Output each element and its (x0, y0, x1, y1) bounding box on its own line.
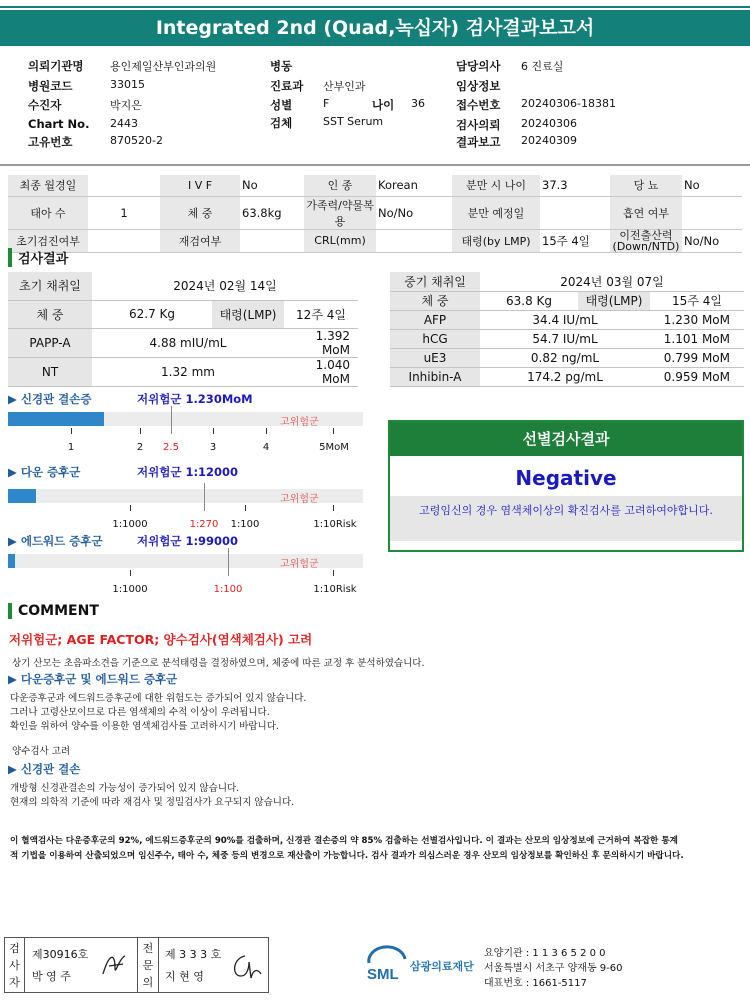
specialist-name: 지 현 영 (165, 970, 204, 983)
first-ga: 12주 4일 (284, 300, 358, 328)
marker-value: 34.4 IU/mL (480, 310, 650, 329)
second-ga-label: 태령(LMP) (578, 291, 650, 310)
tick (228, 548, 229, 576)
marker-name: PAPP-A (8, 328, 92, 357)
tick-label: 5MoM (319, 442, 349, 453)
cell-value: 63.8kg (240, 196, 304, 229)
tick (213, 428, 214, 434)
label-doctor: 담당의사 (456, 59, 501, 73)
first-trimester-table (8, 272, 358, 387)
table-row (390, 367, 744, 386)
marker-mom: 1.040 MoM (284, 357, 358, 386)
value-chart-no: 2443 (110, 117, 138, 130)
cell-label: 가족력/약물복용 (304, 196, 376, 229)
first-weight-label: 체 중 (8, 300, 92, 328)
label-age: 나이 (372, 98, 395, 112)
specialist-label: 전문의 (137, 938, 159, 992)
second-weight: 63.8 Kg (480, 291, 578, 310)
label-clinical-info: 임상정보 (456, 79, 501, 93)
second-weight-label: 체 중 (390, 291, 480, 310)
cell-label: 이전출산력 (Down/NTD) (610, 229, 682, 252)
marker-mom: 0.799 MoM (650, 348, 744, 367)
cell-value: 37.3 (540, 175, 610, 196)
cell-value (376, 229, 452, 252)
edwards-risk-bar-fill (8, 554, 15, 568)
org-agency: 요양기관 : 1 1 3 6 5 2 0 0 (484, 948, 606, 959)
footer-note-line: 이 혈액검사는 다운증후군의 92%, 에드워드증후군의 90%를 검출하며, 신경관 결손증의 약 85% 검출하는 선별검사입니다. 이 결과는 산모의 임상정보에 근거하여 복잡한 통계 (10, 836, 678, 846)
cell-value: No (682, 175, 742, 196)
screening-result-box (388, 420, 744, 552)
second-trimester-table (390, 272, 744, 387)
org-address: 서울특별시 서초구 양재동 9-60 (484, 963, 623, 974)
marker-value: 0.82 ng/mL (480, 348, 650, 367)
table-row (8, 300, 358, 328)
cell-label: 태령(by LMP) (452, 229, 540, 252)
label-hospital-code: 병원코드 (28, 79, 73, 93)
inspector-name: 박 영 주 (32, 970, 71, 983)
second-date: 2024년 03월 07일 (480, 272, 744, 291)
value-request-date: 20240306 (521, 117, 577, 130)
tick-label: 1 (67, 442, 75, 453)
org-name: 삼광의료재단 (410, 960, 474, 973)
cell-label: I V F (160, 175, 240, 196)
ntd-risk-value: 저위험군 1.230MoM (137, 392, 253, 406)
label-specimen: 검체 (270, 116, 293, 130)
comment-subtitle-ntd: ▶ 신경관 결손 (8, 762, 81, 776)
cell-label: 태아 수 (8, 196, 88, 229)
tick (245, 505, 246, 511)
marker-mom: 1.101 MoM (650, 329, 744, 348)
cell-label: 최종 월경일 (8, 175, 88, 196)
edwards-risk-value: 저위험군 1:99000 (137, 534, 239, 548)
table-row (8, 196, 742, 229)
value-unique-no: 870520-2 (110, 134, 163, 147)
cell-value (682, 196, 742, 229)
marker-name: AFP (390, 310, 480, 329)
ntd-risk-label: ▶ 신경관 결손증 (8, 392, 92, 406)
tick (333, 505, 334, 511)
table-row (8, 175, 742, 196)
value-specimen: SST Serum (323, 115, 384, 128)
inspector-label: 검사자 (5, 938, 25, 992)
tick-label: 1:100 (230, 519, 260, 530)
marker-name: Inhibin-A (390, 367, 480, 386)
table-row (390, 348, 744, 367)
comment-line: 현재의 의학적 기준에 따라 재검사 및 정밀검사가 요구되지 않습니다. (10, 797, 295, 808)
tick (171, 406, 172, 434)
cell-label: 인 종 (304, 175, 376, 196)
tick (266, 428, 267, 434)
tick-label: 3 (209, 442, 217, 453)
header-divider (0, 164, 750, 166)
label-institution: 의뢰기관명 (28, 59, 84, 73)
table-row (390, 272, 744, 291)
second-date-label: 중기 채취일 (390, 272, 480, 291)
first-date-label: 초기 채취일 (8, 272, 92, 300)
cell-value: Korean (376, 175, 452, 196)
marker-value: 1.32 mm (92, 357, 284, 386)
specialist-signature (227, 948, 265, 982)
value-hospital-code: 33015 (110, 78, 145, 91)
logo-text: SML (367, 966, 399, 983)
down-high-risk-label: 고위험군 (280, 494, 319, 505)
specialist-number: 제 3 3 3 호 (165, 948, 222, 961)
ntd-risk-bar-fill (8, 412, 104, 426)
value-department: 산부인과 (323, 80, 366, 93)
cell-value: 1 (88, 196, 160, 229)
screening-note: 고령임신의 경우 염색체이상의 확진검사를 고려하여야합니다. (390, 496, 742, 541)
comment-subtitle-down: ▶ 다운증후군 및 에드워드 증후군 (8, 672, 178, 686)
cell-value: No/No (682, 229, 742, 252)
label-ward: 병동 (270, 59, 293, 73)
cell-label: 흡연 여부 (610, 196, 682, 229)
inspector-number: 제30916호 (32, 948, 89, 961)
title-top-line (0, 6, 750, 8)
comment-line: 다운증후군과 에드워드증후군에 대한 위험도는 증가되어 있지 않습니다. (10, 693, 307, 704)
value-age: 36 (411, 97, 425, 110)
marker-mom: 1.392 MoM (284, 328, 358, 357)
table-row (8, 272, 358, 300)
tick-label: 1:270 (189, 519, 219, 530)
cell-value (88, 175, 160, 196)
value-sex: F (323, 97, 330, 110)
value-doctor: 6 진료실 (521, 60, 564, 73)
table-row (390, 329, 744, 348)
comment-headline: 저위험군; AGE FACTOR; 양수검사(염색체검사) 고려 (9, 632, 313, 647)
first-date: 2024년 02월 14일 (92, 272, 358, 300)
first-weight: 62.7 Kg (92, 300, 212, 328)
tick (333, 570, 334, 576)
down-risk-value: 저위험군 1:12000 (137, 465, 239, 479)
marker-value: 54.7 IU/mL (480, 329, 650, 348)
cell-value: 15주 4일 (540, 229, 610, 252)
comment-line: 양수검사 고려 (12, 746, 71, 757)
marker-name: NT (8, 357, 92, 386)
value-report-date: 20240309 (521, 134, 577, 147)
tick (130, 505, 131, 511)
results-section-title: 검사결과 (8, 248, 68, 267)
comment-line: 상기 산모는 초음파소견을 기준으로 분석태령을 결정하였으며, 체중에 따른 교정 후 분석하였습니다. (12, 658, 425, 669)
clinical-info-table (8, 175, 742, 253)
tick-label: 1:100 (213, 584, 243, 595)
down-risk-label: ▶ 다운 증후군 (8, 465, 81, 479)
label-department: 진료과 (270, 79, 304, 93)
cell-label: 초기검진여부 (8, 229, 88, 252)
cell-label: 당 뇨 (610, 175, 682, 196)
marker-name: uE3 (390, 348, 480, 367)
comment-title: COMMENT (8, 603, 99, 619)
cell-label: 분만 시 나이 (452, 175, 540, 196)
table-row (390, 291, 744, 310)
marker-value: 174.2 pg/mL (480, 367, 650, 386)
label-unique-no: 고유번호 (28, 135, 73, 149)
screening-title: 선별검사결과 (390, 422, 742, 456)
tick-label: 4 (262, 442, 270, 453)
value-receipt-no: 20240306-18381 (521, 97, 616, 110)
tick-label: 1:10Risk (313, 519, 357, 530)
tick (130, 570, 131, 576)
comment-line: 개방형 신경관결손의 가능성이 증가되어 있지 않습니다. (10, 783, 240, 794)
value-patient: 박지은 (110, 99, 142, 112)
down-risk-bar-fill (8, 489, 36, 503)
label-report-date: 결과보고 (456, 135, 501, 149)
report-title: Integrated 2nd (Quad,녹십자) 검사결과보고서 (0, 10, 750, 46)
inspector-signature (99, 948, 133, 982)
sml-logo-icon (365, 945, 409, 985)
tick (140, 428, 141, 434)
footer-note-line: 적 기법을 이용하여 산출되었으며 임신주수, 태아 수, 체중 등의 변경으로 재산출이 가능합니다. 검사 결과가 의심스러운 경우 산모의 임상정보를 확인하신 후 문의하시기 바랍니다. (10, 851, 684, 861)
cell-value (540, 196, 610, 229)
first-ga-label: 태령(LMP) (212, 300, 284, 328)
second-ga: 15주 4일 (650, 291, 744, 310)
value-institution: 용인제일산부인과의원 (110, 60, 217, 73)
tick (204, 483, 205, 511)
cell-label: CRL(mm) (304, 229, 376, 252)
cell-label: 분만 예정일 (452, 196, 540, 229)
cell-value: No/No (376, 196, 452, 229)
label-sex: 성별 (270, 98, 293, 112)
table-row (8, 229, 742, 252)
cell-value (240, 229, 304, 252)
screening-result: Negative (515, 466, 617, 490)
tick (71, 428, 72, 434)
tick (333, 428, 334, 434)
cell-value (88, 229, 160, 252)
marker-name: hCG (390, 329, 480, 348)
cell-value: No (240, 175, 304, 196)
org-logo (365, 945, 409, 988)
label-patient: 수진자 (28, 98, 62, 112)
label-chart-no: Chart No. (28, 117, 90, 131)
comment-line: 확인을 위하여 양수를 이용한 염색체검사를 고려하시기 바랍니다. (10, 721, 279, 732)
marker-mom: 1.230 MoM (650, 310, 744, 329)
tick-label: 2 (136, 442, 144, 453)
marker-value: 4.88 mIU/mL (92, 328, 284, 357)
ntd-high-risk-label: 고위험군 (280, 417, 319, 428)
table-row (390, 310, 744, 329)
cell-label: 재검여부 (160, 229, 240, 252)
table-row (8, 357, 358, 386)
table-row (8, 328, 358, 357)
signature-box (4, 937, 269, 993)
label-receipt-no: 접수번호 (456, 98, 501, 112)
edwards-risk-label: ▶ 에드워드 증후군 (8, 534, 103, 548)
tick-label: 1:10Risk (313, 584, 357, 595)
label-request-date: 검사의뢰 (456, 118, 501, 132)
cell-label: 체 중 (160, 196, 240, 229)
tick-label: 1:1000 (112, 584, 148, 595)
edwards-high-risk-label: 고위험군 (280, 559, 319, 570)
marker-mom: 0.959 MoM (650, 367, 744, 386)
org-phone: 대표번호 : 1661-5117 (484, 978, 587, 989)
comment-line: 그러나 고령산모이므로 다른 염색체의 수적 이상이 우려됩니다. (10, 707, 270, 718)
tick-label: 1:1000 (112, 519, 148, 530)
tick-label: 2.5 (163, 442, 179, 453)
